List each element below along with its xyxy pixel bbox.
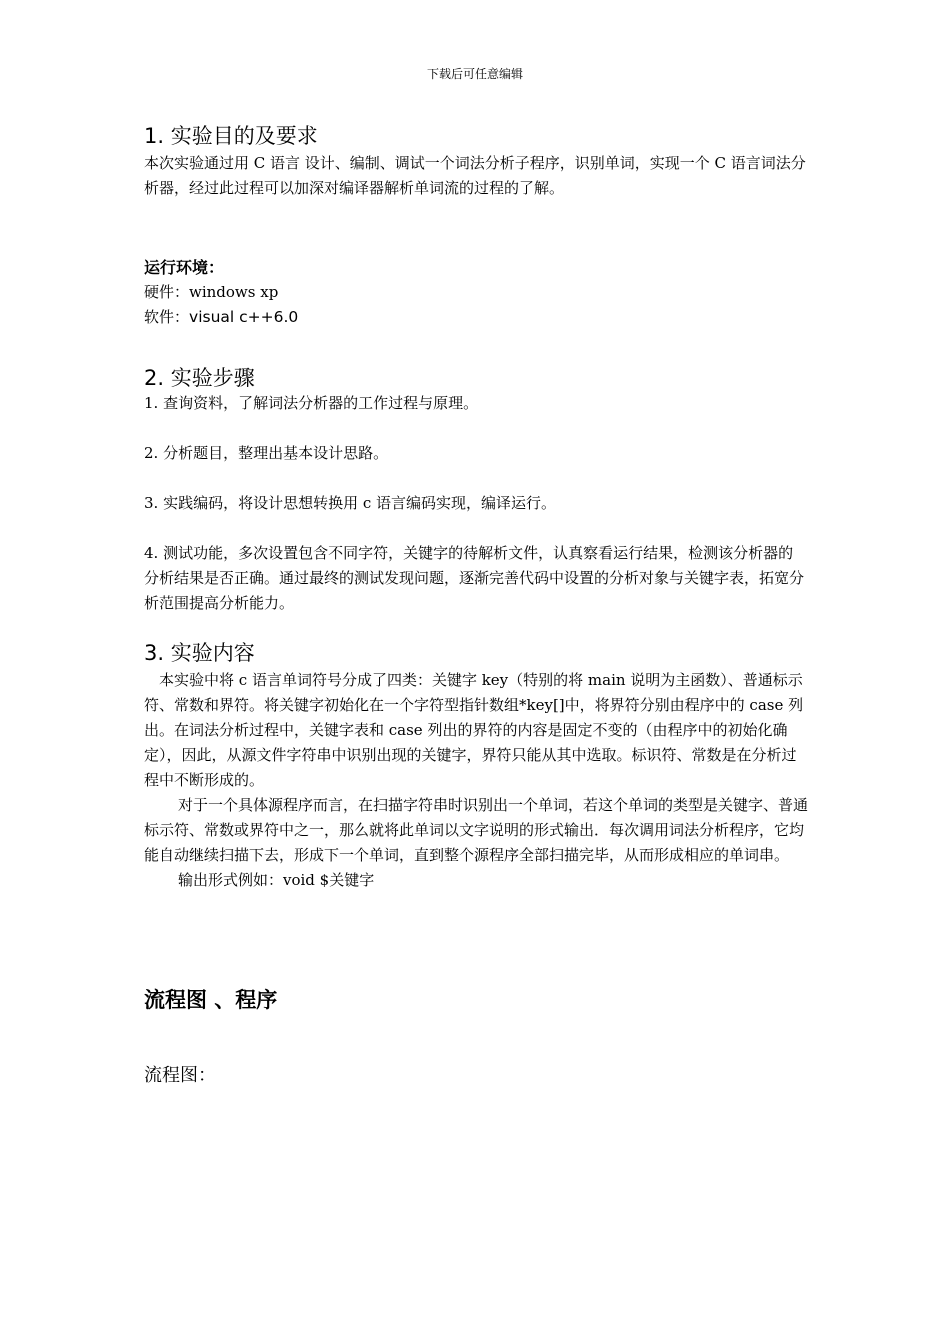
section-flowchart [144,986,808,1014]
environment-title: 运行环境： [144,258,225,277]
flowchart-label: 流程图： [144,1065,216,1086]
step-1 [144,391,808,416]
section-environment [144,256,808,330]
environment-hardware: 硬件：windows xp [144,283,279,301]
step-4-text: 4. 测试功能，多次设置包含不同字符，关键字的待解析文件，认真察看运行结果，检测该分析器的分析结果是否正确。通过最终的测试发现问题，逐渐完善代码中设置的分析对象与关键字表，拓宽分析范围提高分析能力。 [144,544,805,612]
step-1-text: 1. 查询资料，了解词法分析器的工作过程与原理。 [144,394,479,412]
software-label: 软件： [144,308,190,326]
content-paragraph-2: 对于一个具体源程序而言，在扫描字符串时识别出一个单词，若这个单词的类型是关键字、普通标示符、常数或界符中之一，那么就将此单词以文字说明的形式输出．每次调用词法分析程序，它均能自动继续扫描下去，形成下一个单词，直到整个源程序全部扫描完毕，从而形成相应的单词串。 [144,796,809,864]
step-2 [144,441,808,466]
page-header: 下载后可任意编辑 [426,67,523,81]
content-paragraph-1: 本实验中将 c 语言单词符号分成了四类：关键字 key（特别的将 main 说明为主函数）、普通标示符、常数和界符。将关键字初始化在一个字符型指针数组*key[]中，将界符分别由程序中的 case 列出。在词法分析过程中，关键字表和 case 列出的界符的内容是固定不变的（由程序中的初始化确定），因此，从源文件字符串中识别出现的关键字，界符只能从其中选取。标识符、常数是在分析过程中不断形成的。 [144,671,804,789]
step-3 [144,491,808,516]
step-4 [144,541,808,616]
step-2-text: 2. 分析题目，整理出基本设计思路。 [144,444,389,462]
purpose-paragraph: 本次实验通过用 C 语言 设计、编制、调试一个词法分析子程序，识别单词，实现一个 C 语言词法分析器，经过此过程可以加深对编译器解析单词流的过程的了解。 [144,154,806,197]
output-example: 输出形式例如：void $关键字 [178,871,375,889]
section-title-purpose: 1. 实验目的及要求 [144,124,318,148]
step-3-text: 3. 实践编码，将设计思想转换用 c 语言编码实现，编译运行。 [144,494,557,512]
software-value: visual c++6.0 [189,308,299,326]
flowchart-label-block [144,1064,808,1088]
section-content [144,639,808,893]
section-title-flowchart: 流程图 、程序 [144,988,278,1012]
environment-software [144,305,808,330]
section-title-content: 3. 实验内容 [144,641,255,665]
section-title-steps: 2. 实验步骤 [144,366,255,390]
section-purpose [144,122,808,201]
section-steps [144,364,808,392]
